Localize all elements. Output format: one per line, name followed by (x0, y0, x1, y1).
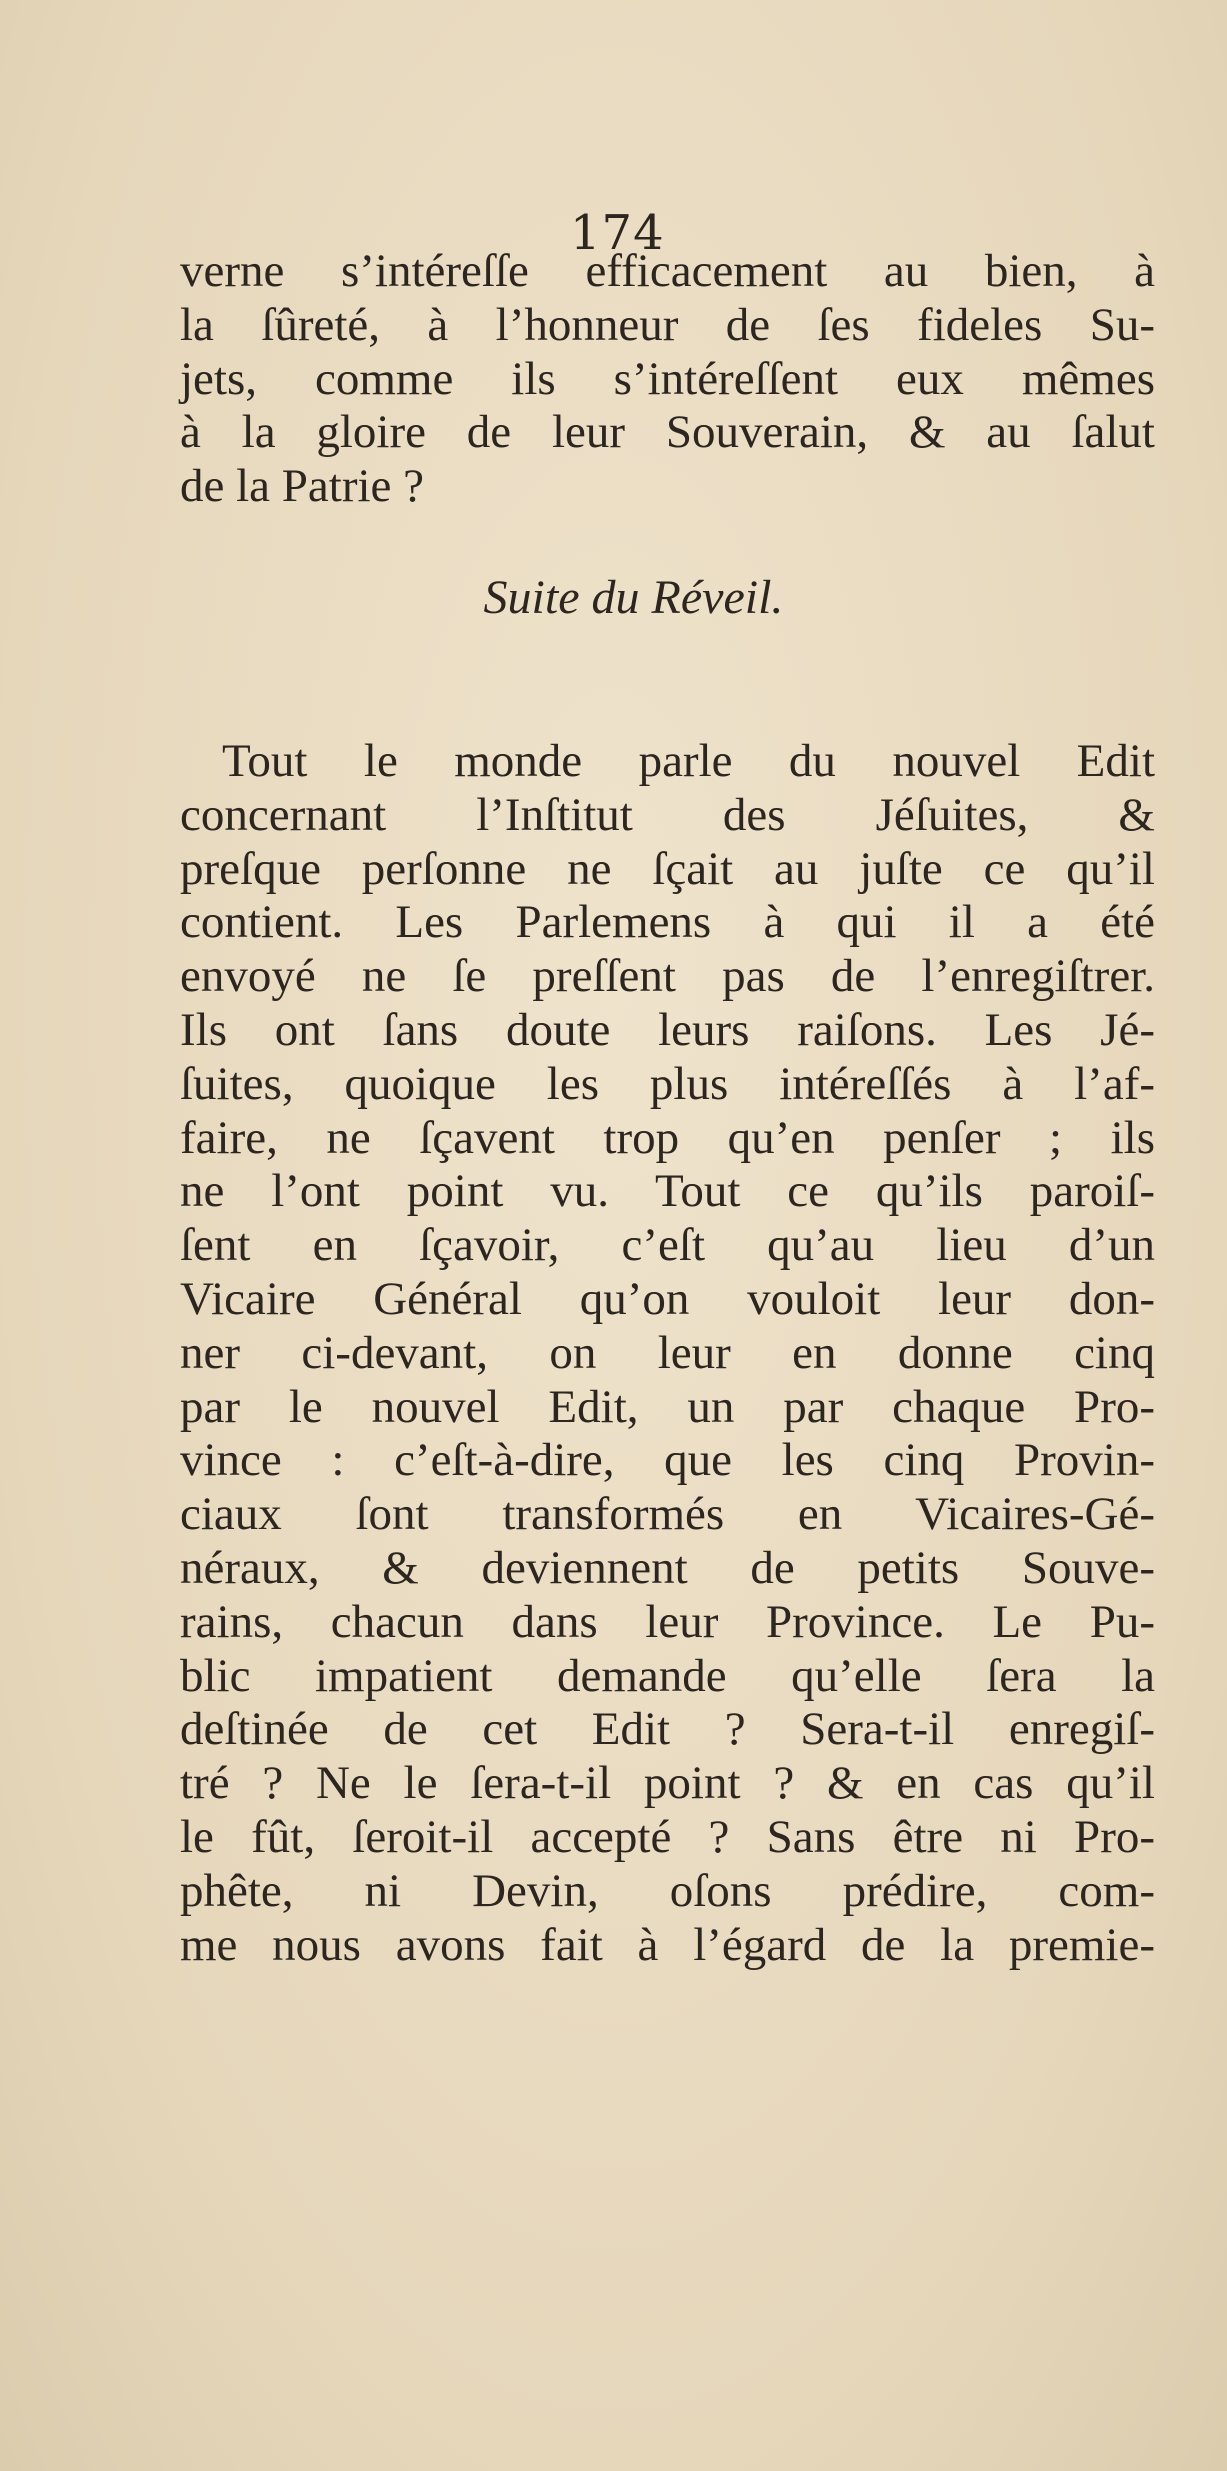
text-line: envoyé ne ſe preſſent pas de l’enregiſtrer. (180, 950, 1155, 1003)
top-paragraph (180, 245, 1155, 514)
text-line: vince : c’eſt-à-dire, que les cinq Provin- (180, 1434, 1155, 1487)
text-line: Tout le monde parle du nouvel Edit (222, 735, 1155, 787)
text-line: ciaux ſont transformés en Vicaires-Gé- (180, 1488, 1155, 1541)
text-line: contient. Les Parlemens à qui il a été (180, 896, 1155, 949)
text-line: de la Patrie ? (180, 460, 425, 513)
text-line: verne s’intéreſſe efficacement au bien, à (180, 245, 1155, 297)
text-line: à la gloire de leur Souverain, & au ſalut (180, 406, 1155, 459)
text-line: par le nouvel Edit, un par chaque Pro- (180, 1380, 1155, 1433)
text-line: ſent en ſçavoir, c’eſt qu’au lieu d’un (180, 1219, 1155, 1272)
text-line: faire, ne ſçavent trop qu’en penſer ; ils (180, 1111, 1155, 1164)
text-line: ner ci-devant, on leur en donne cinq (180, 1326, 1155, 1379)
text-line: la ſûreté, à l’honneur de ſes fideles Su- (180, 298, 1155, 351)
text-line: tré ? Ne le ſera-t-il point ? & en cas qu’il (180, 1757, 1155, 1810)
text-line: jets, comme ils s’intéreſſent eux mêmes (180, 352, 1155, 405)
text-line: rains, chacun dans leur Province. Le Pu- (180, 1595, 1155, 1648)
text-line: concernant l’Inſtitut des Jéſuites, & (180, 788, 1155, 841)
text-line: ſuites, quoique les plus intéreſſés à l’af- (180, 1057, 1155, 1110)
text-line: le fût, ſeroit-il accepté ? Sans être ni Pro- (180, 1810, 1155, 1863)
text-line: deſtinée de cet Edit ? Sera-t-il enregiſ- (180, 1703, 1155, 1756)
text-line: blic impatient demande qu’elle ſera la (180, 1649, 1155, 1702)
section-heading: Suite du Réveil. (483, 571, 784, 624)
text-line: preſque perſonne ne ſçait au juſte ce qu’il (180, 842, 1155, 895)
text-line: ne l’ont point vu. Tout ce qu’ils paroiſ- (180, 1165, 1155, 1218)
text-line: Vicaire Général qu’on vouloit leur don- (180, 1272, 1155, 1325)
text-line: néraux, & deviennent de petits Souve- (180, 1541, 1155, 1594)
page-number: 174 (570, 205, 665, 261)
text-line: Ils ont ſans doute leurs raiſons. Les Jé- (180, 1003, 1155, 1056)
text-line: me nous avons fait à l’égard de la premie- (180, 1918, 1155, 1971)
text-line: phête, ni Devin, oſons prédire, com- (180, 1864, 1155, 1917)
body-paragraph (180, 735, 1155, 1972)
